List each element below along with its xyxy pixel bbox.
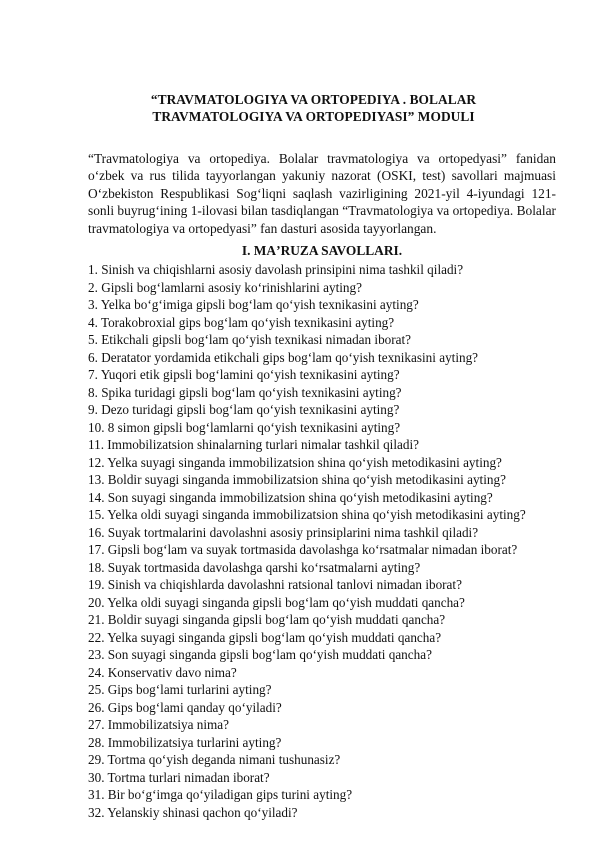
question-item: 30. Tortma turlari nimadan iborat? <box>88 769 270 785</box>
question-item: 29. Tortma qoʻyish deganda nimani tushunasiz? <box>88 752 341 767</box>
question-item: 8. Spika turidagi gipsli bogʻlam qoʻyish texnikasini ayting? <box>88 384 402 400</box>
question-item: 31. Bir boʻgʻimga qoʻyiladigan gips turini ayting? <box>88 787 353 802</box>
intro-paragraph: “Travmatologiya va ortopediya. Bolalar travmatologiya va ortopedyasi” fanidan oʻzbek va rus tilida tayyorlangan yakuniy nazorat (OSKI, test) savollari majmuasi Oʻzbekiston Respublikasi Sogʻliqni saqlash vazirligining 2021-yil 4-iyundagi 121-sonli buyrugʻining 1-ilovasi bilan tasdiqlangan “Travmatologiya va ortopediya. Bolalar travmatologiya va ortopedyasi” fan dasturi asosida tayyorlangan. <box>88 151 556 236</box>
question-item: 32. Yelanskiy shinasi qachon qoʻyiladi? <box>88 804 298 820</box>
question-item: 24. Konservativ davo nima? <box>88 664 237 680</box>
question-item: 14. Son suyagi singanda immobilizatsion shina qoʻyish metodikasini ayting? <box>88 489 493 505</box>
question-item: 13. Boldir suyagi singanda immobilizatsion shina qoʻyish metodikasini ayting? <box>88 472 506 487</box>
question-item: 3. Yelka boʻgʻimiga gipsli bogʻlam qoʻyish texnikasini ayting? <box>88 297 419 312</box>
question-item: 12. Yelka suyagi singanda immobilizatsion shina qoʻyish metodikasini ayting? <box>88 454 502 470</box>
document-title-line-1: “TRAVMATOLOGIYA VA ORTOPEDIYA . BOLALAR <box>150 92 477 107</box>
question-item: 16. Suyak tortmalarini davolashni asosiy prinsiplarini nima tashkil qiladi? <box>88 524 479 540</box>
question-item: 5. Etikchali gipsli bogʻlam qoʻyish texnikasi nimadan iborat? <box>88 332 412 347</box>
question-list <box>88 261 568 821</box>
question-item: 1. Sinish va chiqishlarni asosiy davolash prinsipini nima tashkil qiladi? <box>88 262 464 277</box>
question-item: 22. Yelka suyagi singanda gipsli bogʻlam qoʻyish muddati qancha? <box>88 629 442 645</box>
document-title-line-2: TRAVMATOLOGIYA VA ORTOPEDIYASI” MODULI <box>152 109 475 124</box>
question-item: 23. Son suyagi singanda gipsli bogʻlam qoʻyish muddati qancha? <box>88 647 432 662</box>
question-item: 6. Deratator yordamida etikchali gips bogʻlam qoʻyish texnikasini ayting? <box>88 349 479 365</box>
question-item: 21. Boldir suyagi singanda gipsli bogʻlam qoʻyish muddati qancha? <box>88 612 446 627</box>
question-item: 18. Suyak tortmasida davolashga qarshi koʻrsatmalarni ayting? <box>88 559 421 575</box>
question-item: 19. Sinish va chiqishlarda davolashni ratsional tanlovi nimadan iborat? <box>88 577 462 592</box>
question-item: 20. Yelka oldi suyagi singanda gipsli bogʻlam qoʻyish muddati qancha? <box>88 594 465 610</box>
question-item: 17. Gipsli bogʻlam va suyak tortmasida davolashga koʻrsatmalar nimadan iborat? <box>88 542 518 557</box>
question-item: 27. Immobilizatsiya nima? <box>88 717 229 732</box>
question-item: 10. 8 simon gipsli bogʻlamlarni qoʻyish texnikasini ayting? <box>88 419 401 435</box>
section-heading: I. MAʼRUZA SAVOLLARI. <box>241 243 403 258</box>
question-item: 26. Gips bogʻlami qanday qoʻyiladi? <box>88 699 282 715</box>
question-item: 15. Yelka oldi suyagi singanda immobilizatsion shina qoʻyish metodikasini ayting? <box>88 507 526 522</box>
question-item: 25. Gips bogʻlami turlarini ayting? <box>88 682 272 697</box>
question-item: 2. Gipsli bogʻlamlarni asosiy koʻrinishlarini ayting? <box>88 279 362 295</box>
question-item: 7. Yuqori etik gipsli bogʻlamini qoʻyish texnikasini ayting? <box>88 367 400 382</box>
document-title <box>70 91 557 125</box>
question-item: 11. Immobilizatsion shinalarning turlari nimalar tashkil qiladi? <box>88 437 419 452</box>
question-item: 28. Immobilizatsiya turlarini ayting? <box>88 734 282 750</box>
question-item: 4. Torakobroxial gips bogʻlam qoʻyish texnikasini ayting? <box>88 314 395 330</box>
question-item: 9. Dezo turidagi gipsli bogʻlam qoʻyish texnikasini ayting? <box>88 402 400 417</box>
